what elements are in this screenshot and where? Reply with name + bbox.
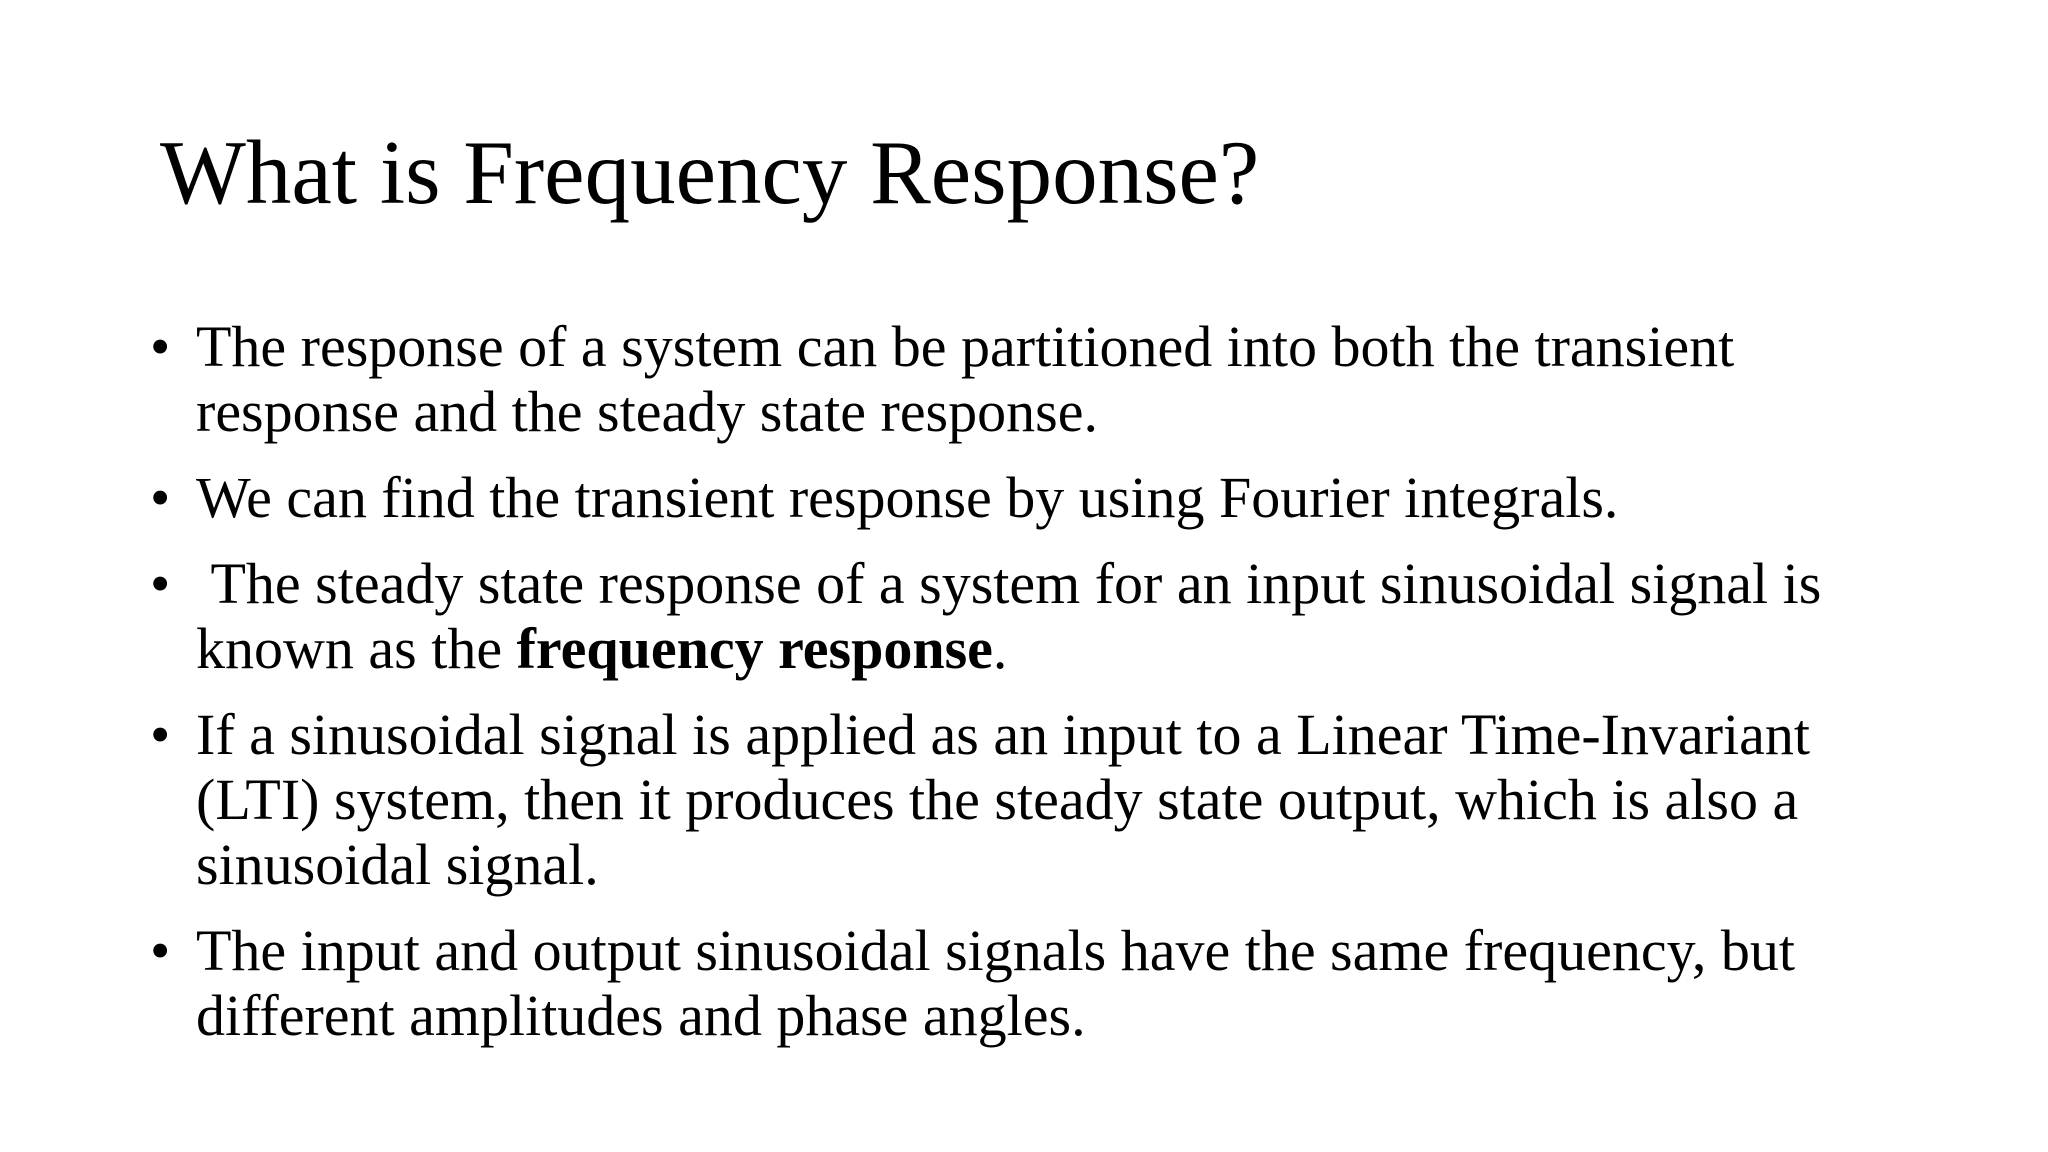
bullet-text: If a sinusoidal signal is applied as an input to a Linear Time-Invariant (LTI) system, then it produces the steady state output, which is also a sinusoidal signal. [196,702,1811,897]
bullet-icon: • [150,551,171,616]
bullet-item-same-frequency [150,918,1940,1048]
bullet-icon: • [150,465,171,530]
bullet-text-tail: . [992,616,1008,681]
bullet-item-frequency-response [150,551,1940,681]
bullet-icon: • [150,702,171,767]
bullet-text-lead: The steady state response of a system for an input sinusoidal signal is known as the [196,551,1836,681]
bullet-item-lti-system [150,702,1940,897]
slide-title: What is Frequency Response? [160,122,1260,223]
bullet-item-fourier [150,465,1940,530]
bullet-text [196,551,1836,681]
bullet-text: We can find the transient response by using Fourier integrals. [196,465,1619,530]
bullet-text: The response of a system can be partitioned into both the transient response and the steady state response. [196,314,1735,444]
bullet-item-transient-steady [150,314,1940,444]
bullet-text-emphasis: frequency response [516,616,993,681]
bullet-list [150,314,1940,1069]
bullet-icon: • [150,314,171,379]
bullet-text: The input and output sinusoidal signals have the same frequency, but different amplitudes and phase angles. [196,918,1795,1048]
bullet-icon: • [150,918,171,983]
